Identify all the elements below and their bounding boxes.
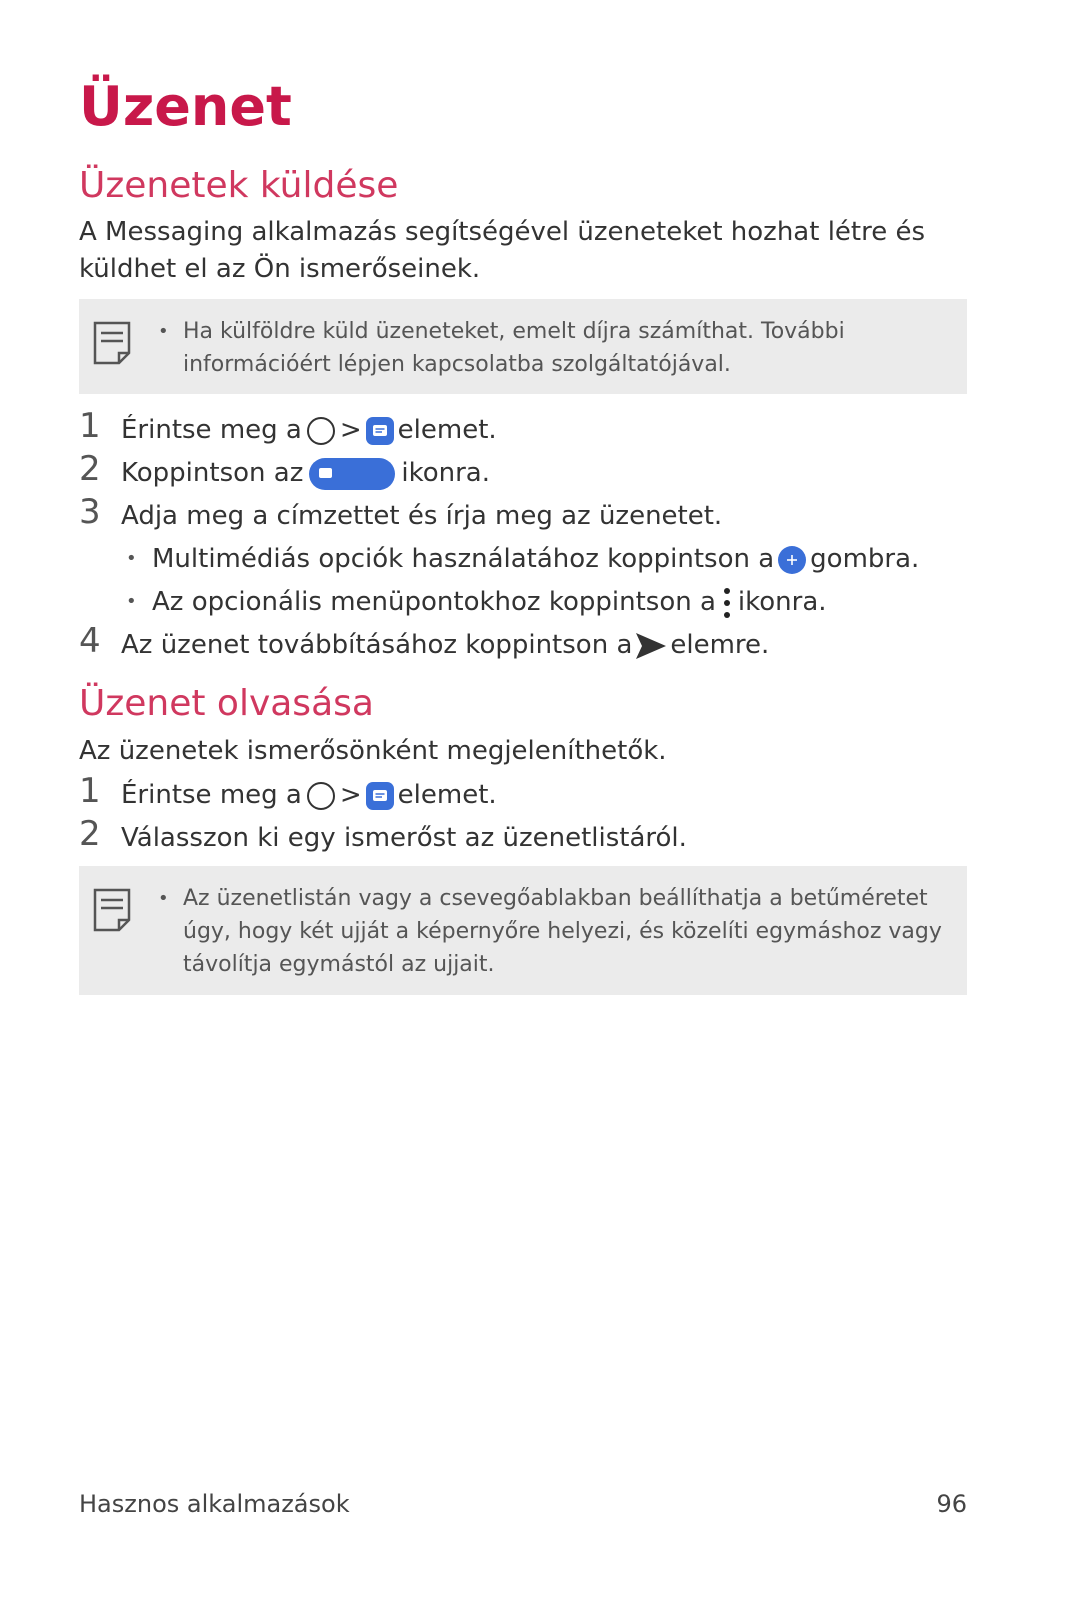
bullet-text-pre: Az opcionális menüpontokhoz koppintson a xyxy=(152,587,716,617)
step-item xyxy=(79,492,979,536)
step-number: 1 xyxy=(79,406,101,446)
bullet-text xyxy=(152,539,919,579)
step-text-post: elemet. xyxy=(397,415,497,445)
step-separator: > xyxy=(339,415,362,445)
section-intro-read: Az üzenetek ismerősönként megjeleníthetők. xyxy=(79,736,667,766)
step-text: Adja meg a címzettet és írja meg az üzenetet. xyxy=(121,501,723,531)
step-text-pre: Az üzenet továbbításához koppintson a xyxy=(121,630,633,660)
step-text-pre: Érintse meg a xyxy=(121,415,302,445)
note-text-read: Az üzenetlistán vagy a csevegőablakban beállíthatja a betűméretet úgy, hogy két ujját a képernyőre helyezi, és közelíti egymáshoz vagy távolítja egymástól az ujjait. xyxy=(183,886,942,977)
section-intro-send: A Messaging alkalmazás segítségével üzeneteket hozhat létre és küldhet el az Ön ismerőseinek. xyxy=(79,217,926,284)
step-separator: > xyxy=(339,780,362,810)
step-item xyxy=(79,449,979,493)
note-box-read xyxy=(79,866,967,995)
step-text-post: elemre. xyxy=(670,630,770,660)
bullet-text-pre: Multimédiás opciók használatához koppintson a xyxy=(152,544,775,574)
note-bullet: • xyxy=(158,888,169,909)
note-text-send: Ha külföldre küld üzeneteket, emelt díjra számíthat. További információért lépjen kapcsolatba szolgáltatójával. xyxy=(183,319,845,377)
bullet-dot: • xyxy=(126,591,137,612)
bullet-text xyxy=(152,582,827,622)
bullet-text-post: ikonra. xyxy=(737,587,827,617)
bullet-text-post: gombra. xyxy=(810,544,920,574)
step-text-post: elemet. xyxy=(397,780,497,810)
step-item xyxy=(79,771,979,815)
messaging-app-icon xyxy=(365,781,395,811)
step-number: 4 xyxy=(79,621,101,661)
page-title: Üzenet xyxy=(79,75,292,138)
step-text-pre: Koppintson az xyxy=(121,458,304,488)
home-circle-icon xyxy=(305,415,337,447)
more-vertical-icon xyxy=(719,586,735,620)
footer-section-name: Hasznos alkalmazások xyxy=(79,1490,350,1518)
section-heading-send: Üzenetek küldése xyxy=(79,165,399,206)
note-icon xyxy=(93,321,131,365)
messaging-app-icon xyxy=(365,416,395,446)
note-box-send xyxy=(79,299,967,394)
step-item xyxy=(79,814,979,858)
step-number: 1 xyxy=(79,771,101,811)
footer-page-number: 96 xyxy=(936,1490,967,1518)
start-chat-button-icon xyxy=(309,458,395,490)
send-arrow-icon xyxy=(635,632,667,660)
home-circle-icon xyxy=(305,780,337,812)
step-text: Válasszon ki egy ismerőst az üzenetlistáról. xyxy=(121,823,687,853)
step-number: 2 xyxy=(79,814,101,854)
step-text-pre: Érintse meg a xyxy=(121,780,302,810)
step-number: 2 xyxy=(79,449,101,489)
step-item xyxy=(79,406,979,450)
step-text-post: ikonra. xyxy=(401,458,490,488)
note-bullet: • xyxy=(158,321,169,342)
sub-bullet-item xyxy=(126,582,986,622)
note-icon xyxy=(93,888,131,932)
step-text xyxy=(121,625,769,665)
step-text xyxy=(121,453,490,493)
plus-circle-icon xyxy=(777,545,807,575)
step-number: 3 xyxy=(79,492,101,532)
bullet-dot: • xyxy=(126,548,137,569)
step-item xyxy=(79,621,979,665)
step-text xyxy=(121,775,497,815)
step-text xyxy=(121,410,497,450)
section-heading-read: Üzenet olvasása xyxy=(79,683,374,724)
sub-bullet-item xyxy=(126,539,986,579)
